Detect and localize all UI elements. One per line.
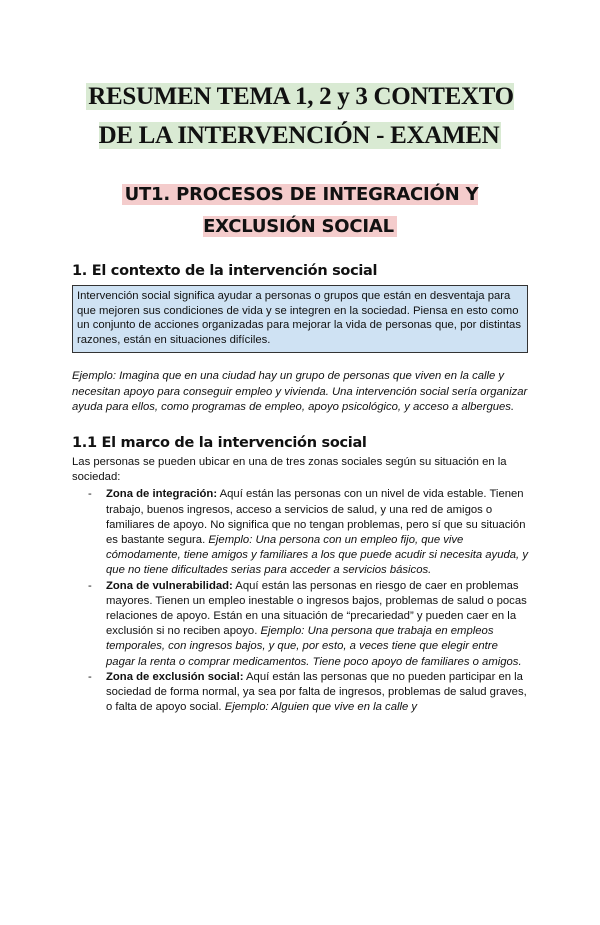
zone-text: Aquí están las personas que no pueden participar en la sociedad de forma normal, ya sea por falta de ingresos, problemas de salud graves, o falta de apoyo social.	[106, 670, 527, 714]
zone-label: Zona de exclusión social:	[106, 670, 244, 683]
zone-text: Aquí están las personas con un nivel de vida estable. Tienen trabajo, buenos ingresos, acceso a servicios de salud, y una red de amigos o familiares de apoyo. No significa que no tengan problemas, pero sí que su situación es bastante segura.	[106, 488, 526, 546]
example-paragraph: Ejemplo: Imagina que en una ciudad hay un grupo de personas que viven en la calle y necesitan apoyo para conseguir empleo y vivienda. Una intervención social sería organizar ayuda para ellos, como programas de empleo, apoyo psicológico, y acceso a albergues.	[72, 370, 528, 413]
zone-example: Ejemplo: Una persona con un empleo fijo, que vive cómodamente, tiene amigos y familiares a los que puede acudir si necesita ayuda, y que no tiene dificultades serias para acceder a servicios básicos.	[106, 534, 528, 577]
list-item-vulnerability-zone	[72, 579, 528, 670]
zone-example: Ejemplo: Alguien que vive en la calle y	[224, 701, 418, 714]
document-page	[0, 77, 600, 925]
zones-list	[72, 487, 528, 715]
zone-label: Zona de vulnerabilidad:	[106, 579, 233, 592]
unit-title	[110, 179, 490, 243]
list-item-exclusion-zone	[72, 670, 528, 716]
zone-text: Aquí están las personas en riesgo de caer en problemas mayores. Tienen un empleo inestable o ingresos bajos, problemas de salud o pocas relaciones de apoyo. Están en una situación de “precariedad” y pueden caer en la exclusión si no reciben apoyo.	[106, 579, 527, 638]
definition-box: Intervención social significa ayudar a personas o grupos que están en desventaja para que mejoren sus condiciones de vida y se integren en la sociedad. Piensa en esto como un conjunto de acciones organizadas para mejorar la vida de personas que, por distintas razones, están en situaciones difíciles.	[72, 285, 528, 353]
intro-paragraph: Las personas se pueden ubicar en una de tres zonas sociales según su situación en la sociedad:	[72, 455, 507, 484]
list-item-integration-zone	[72, 487, 528, 578]
unit-title-text: UT1. PROCESOS DE INTEGRACIÓN Y EXCLUSIÓN SOCIAL	[122, 184, 479, 237]
zone-label: Zona de integración:	[106, 488, 218, 501]
document-title-text: RESUMEN TEMA 1, 2 y 3 CONTEXTO DE LA INTERVENCIÓN - EXAMEN	[88, 83, 514, 149]
section-heading-1: 1. El contexto de la intervención social	[72, 263, 378, 279]
zone-example: Ejemplo: Una persona que trabaja en empleos temporales, con ingresos bajos, y que, por esto, a veces tiene que elegir entre pagar la renta o comprar medicamentos. Tiene poco apoyo de familiares o amigos.	[106, 625, 522, 668]
section-heading-1-1: 1.1 El marco de la intervención social	[72, 434, 367, 451]
document-title	[77, 77, 523, 155]
